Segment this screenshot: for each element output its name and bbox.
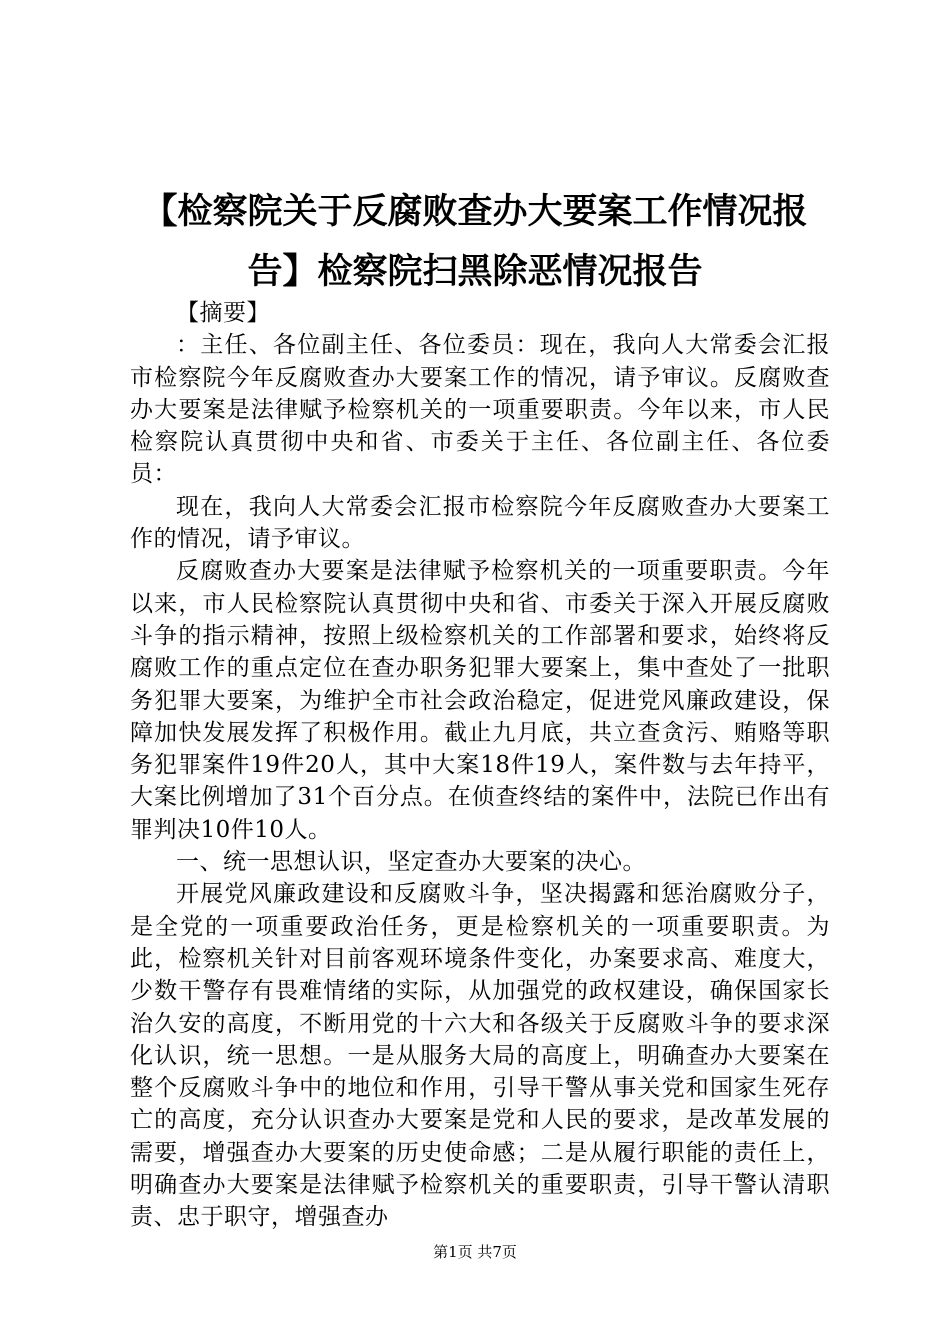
abstract-heading: 【摘要】 (176, 300, 270, 326)
document-title: 【检察院关于反腐败查办大要案工作情况报告】检察院扫黑除恶情况报告 (142, 192, 808, 292)
document-body (130, 297, 830, 1234)
paragraph-2: 现在，我向人大常委会汇报市检察院今年反腐败查办大要案工作的情况，请予审议。 (130, 493, 830, 553)
section-heading-1: 一、统一思想认识，坚定查办大要案的决心。 (176, 849, 646, 876)
paragraph-1: ：主任、各位副主任、各位委员：现在，我向人大常委会汇报市检察院今年反腐败查办大要案工作的情况，请予审议。反腐败查办大要案是法律赋予检察机关的一项重要职责。今年以来，市人民检察院认真贯彻中央和省、市委关于主任、各位副主任、各位委员： (130, 332, 830, 488)
paragraph-5: 开展党风廉政建设和反腐败斗争，坚决揭露和惩治腐败分子，是全党的一项重要政治任务，更是检察机关的一项重要职责。为此，检察机关针对目前客观环境条件变化，办案要求高、难度大，少数干警存有畏难情绪的实际，从加强党的政权建设，确保国家长治久安的高度，不断用党的十六大和各级关于反腐败斗争的要求深化认识，统一思想。一是从服务大局的高度上，明确查办大要案在整个反腐败斗争中的地位和作用，引导干警从事关党和国家生死存亡的高度，充分认识查办大要案是党和人民的要求，是改革发展的需要，增强查办大要案的历史使命感；二是从履行职能的责任上，明确查办大要案是法律赋予检察机关的重要职责，引导干警认清职责、忠于职守，增强查办 (130, 881, 830, 1231)
paragraph-3: 反腐败查办大要案是法律赋予检察机关的一项重要职责。今年以来，市人民检察院认真贯彻中央和省、市委关于深入开展反腐败斗争的指示精神，按照上级检察机关的工作部署和要求，始终将反腐败工作的重点定位在查办职务犯罪大要案上，集中查处了一批职务犯罪大要案，为维护全市社会政治稳定，促进党风廉政建设，保障加快发展发挥了积极作用。截止九月底，共立查贪污、贿赂等职务犯罪案件19件20人，其中大案18件19人，案件数与去年持平，大案比例增加了31个百分点。在侦查终结的案件中，法院已作出有罪判决10件10人。 (130, 558, 830, 843)
page-number-footer: 第1页 共7页 (433, 1243, 517, 1261)
